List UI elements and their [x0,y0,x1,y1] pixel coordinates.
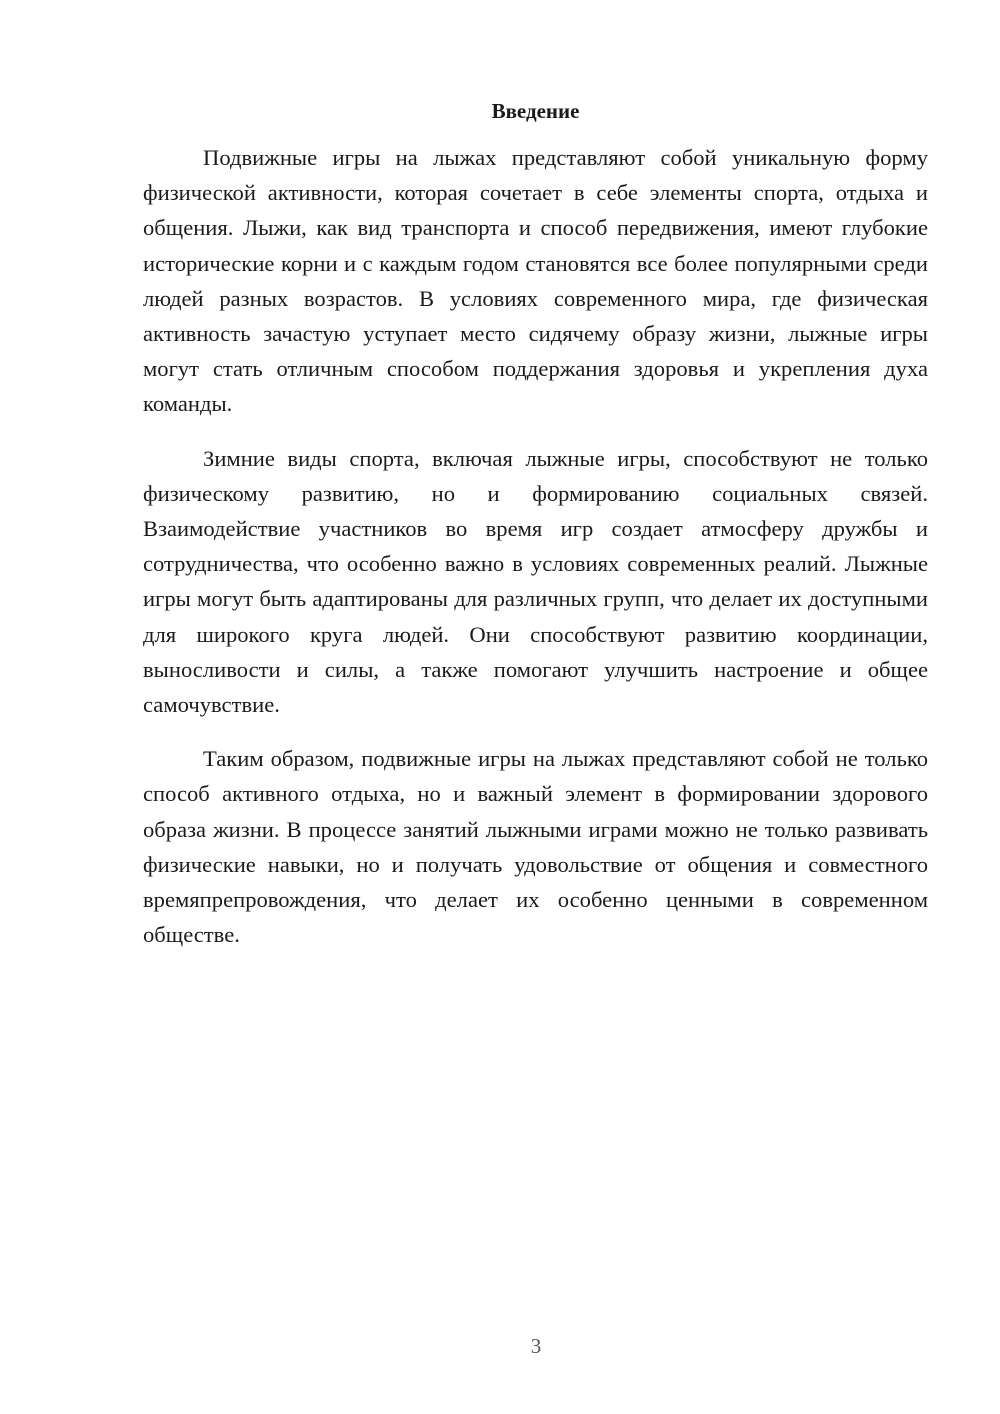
paragraph-1: Подвижные игры на лыжах представляют собой уникальную форму физической активности, которая сочетает в себе элементы спорта, отдыха и общения. Лыжи, как вид транспорта и способ передвижения, имеют глубокие исторические корни и с каждым годом становятся все более популярными среди людей разных возрастов. В условиях современного мира, где физическая активность зачастую уступает место сидячему образу жизни, лыжные игры могут стать отличным способом поддержания здоровья и укрепления духа команды. [143,145,928,417]
page-number: 3 [530,1334,542,1358]
section-title: Введение [491,99,580,123]
paragraph-2: Зимние виды спорта, включая лыжные игры, способствуют не только физическому развитию, но и формированию социальных связей. Взаимодействие участников во время игр создает атмосферу дружбы и сотрудничества, что особенно важно в условиях современных реалий. Лыжные игры могут быть адаптированы для различных групп, что делает их доступными для широкого круга людей. Они способствуют развитию координации, выносливости и силы, а также помогают улучшить настроение и общее самочувствие. [143,445,928,718]
page-content [143,96,928,952]
paragraph-3: Таким образом, подвижные игры на лыжах представляют собой не только способ активного отдыха, но и важный элемент в формировании здорового образа жизни. В процессе занятий лыжными играми можно не только развивать физические навыки, но и получать удовольствие от общения и совместного времяпрепровождения, что делает их особенно ценными в современном обществе. [143,746,928,948]
